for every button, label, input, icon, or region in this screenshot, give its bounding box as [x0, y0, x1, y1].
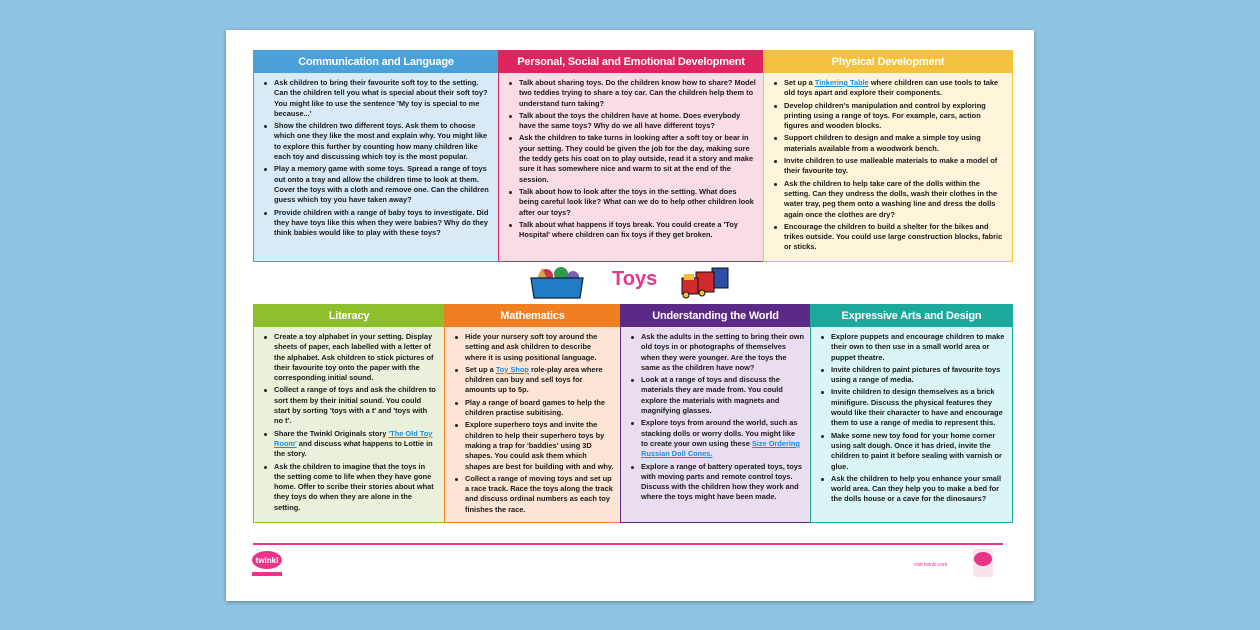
list-item: Collect a range of moving toys and set up a race track. Race the toys along the track and discuss ordinal numbers as each toy finishes the race. [453, 474, 614, 515]
list-item: Ask children to bring their favourite soft toy to the setting. Can the children tell you what is special about their soft toy? You might like to use the sentence 'My toy is special to me because...' [262, 78, 492, 119]
list-item [772, 78, 1006, 99]
footer-divider [253, 543, 1003, 545]
panel-heading: Understanding the World [621, 305, 810, 327]
list-item: Invite children to use malleable materials to make a model of their favourite toy. [772, 156, 1006, 177]
item-text: Set up a [784, 78, 813, 87]
russian-doll-link[interactable]: Size Ordering Russian Doll Cones. [641, 438, 800, 459]
tinkering-table-link[interactable]: Tinkering Table [814, 78, 869, 87]
list-item: Look at a range of toys and discuss the materials they are made from. You could explore the materials with magnets and magnifying glasses. [629, 375, 804, 416]
list-item: Encourage the children to build a shelter for the bikes and trikes outside. You could use large construction blocks, fabric or sticks. [772, 222, 1006, 253]
list-item: Explore superhero toys and invite the children to help their superhero toys by making a trap for 'baddies' using 3D shapes. You could ask them which shapes are best for building with and why. [453, 420, 614, 471]
panel-communication-language [253, 50, 499, 262]
list-item: Invite children to design themselves as a brick minifigure. Discuss the physical features they would like their character to have and encourage them to use a range of media to represent this. [819, 387, 1006, 428]
panel-heading: Personal, Social and Emotional Development [499, 51, 763, 73]
list-item: Collect a range of toys and ask the children to sort them by their initial sound. You could start by sorting 'toys with a t' and 'toys with no t'. [262, 385, 438, 426]
panel-heading: Physical Development [764, 51, 1012, 73]
list-item: Provide children with a range of baby toys to investigate. Did they have toys like this when they were babies? Why do they think babies would like to play with these toys? [262, 208, 492, 239]
list-item: Develop children's manipulation and control by exploring printing using a range of toys. For example, cars, action figures and wooden blocks. [772, 101, 1006, 132]
toy-train-icon [676, 264, 734, 300]
panel-psed [498, 50, 764, 262]
panel-heading: Literacy [254, 305, 444, 327]
svg-text:twinkl: twinkl [255, 556, 279, 565]
list-item: Talk about the toys the children have at home. Does everybody have the same toys? Why do we all have different toys? [507, 111, 757, 132]
list-item: Play a memory game with some toys. Spread a range of toys out onto a tray and allow the children time to look at them. Cover the toys with a cloth and remove one. Can the children guess which toy you have taken away? [262, 164, 492, 205]
toy-shop-link[interactable]: Toy Shop [495, 364, 529, 374]
list-item: Create a toy alphabet in your setting. Display sheets of paper, each labelled with a letter of the alphabet. Ask children to stick pictures of their favourite toy onto the paper with the corresponding initial sound. [262, 332, 438, 383]
list-item: Ask the children to help take care of the dolls within the setting. Can they undress the dolls, wash their clothes in the water tray, peg them onto a washing line and dress the dolls again once the clothes are dry? [772, 179, 1006, 220]
list-item: Talk about sharing toys. Do the children know how to share? Model two teddies trying to share a toy car. Can the children help them to understand turn taking? [507, 78, 757, 109]
toy-box-icon [528, 264, 588, 300]
panel-heading: Expressive Arts and Design [811, 305, 1012, 327]
item-text: Set up a [465, 364, 494, 374]
panel-understanding-world [620, 304, 811, 523]
list-item: Invite children to paint pictures of favourite toys using a range of media. [819, 365, 1006, 386]
panel-heading: Communication and Language [254, 51, 498, 73]
item-text: where children can use tools to take old toys apart and explore their components. [784, 78, 999, 98]
old-toy-room-link[interactable]: 'The Old Toy Room' [274, 428, 433, 448]
list-item: Hide your nursery soft toy around the setting and ask children to describe where it is using positional language. [453, 332, 614, 363]
panel-heading: Mathematics [445, 305, 620, 327]
list-item [262, 429, 438, 460]
list-item: Make some new toy food for your home corner using salt dough. Once it has dried, invite the children to paint it before sealing with varnish or glue. [819, 431, 1006, 472]
list-item: Talk about what happens if toys break. You could create a 'Toy Hospital' where children can fix toys if they get broken. [507, 220, 757, 241]
twinkl-logo-right [972, 548, 994, 578]
list-item: Play a range of board games to help the children practise subitising. [453, 398, 614, 419]
list-item: Ask the adults in the setting to bring their own old toys in or photographs of themselves when they were younger. Are the toys the same as the children have now? [629, 332, 804, 373]
footer-url[interactable]: visit twinkl.com [914, 562, 948, 568]
list-item: Ask the children to take turns in looking after a soft toy or bear in your setting. They could be given the job for the day, making sure the teddy gets his coat on to play outside, read it a story and make sure it has somewhere nice and warm to sit at the end of the session. [507, 133, 757, 184]
twinkl-logo-left [250, 549, 284, 579]
item-text: role-play area where children can buy and sell toys for amounts up to 5p. [465, 364, 603, 395]
list-item: Support children to design and make a simple toy using materials available from a woodwork bench. [772, 133, 1006, 154]
item-text: and discuss what happens to Lottie in the story. [274, 438, 433, 459]
panel-physical-development [763, 50, 1013, 262]
list-item: Ask the children to imagine that the toys in the setting come to life when they have gone home. Offer to scribe their stories about what they toys do when they are alone in the setting. [262, 462, 438, 513]
list-item: Ask the children to help you enhance your small world area. Can they help you to make a bed for the dolls house or a cave for the dinosaurs? [819, 474, 1006, 505]
panel-mathematics [444, 304, 621, 523]
item-text: Explore toys from around the world, such as stacking dolls or worry dolls. You might like to create your own using these [641, 418, 798, 448]
list-item: Show the children two different toys. Ask them to choose which one they like the most and explain why. You might like to explore this further by counting how many children like each toy and discussing which toy is the most popular. [262, 121, 492, 162]
item-text: Share the Twinkl Originals story [274, 428, 387, 438]
panel-expressive-arts [810, 304, 1013, 523]
list-item: Explore a range of battery operated toys, toys with moving parts and remote control toys. Discuss with the children how they work and where the toys might have been made. [629, 462, 804, 503]
list-item [629, 418, 804, 459]
list-item [453, 365, 614, 396]
list-item: Explore puppets and encourage children to make their own to then use in a small world area or puppet theatre. [819, 332, 1006, 363]
list-item: Talk about how to look after the toys in the setting. What does being careful look like? What can we do to help other children look after our toys? [507, 187, 757, 218]
panel-literacy [253, 304, 445, 523]
page-title: Toys [612, 268, 658, 290]
